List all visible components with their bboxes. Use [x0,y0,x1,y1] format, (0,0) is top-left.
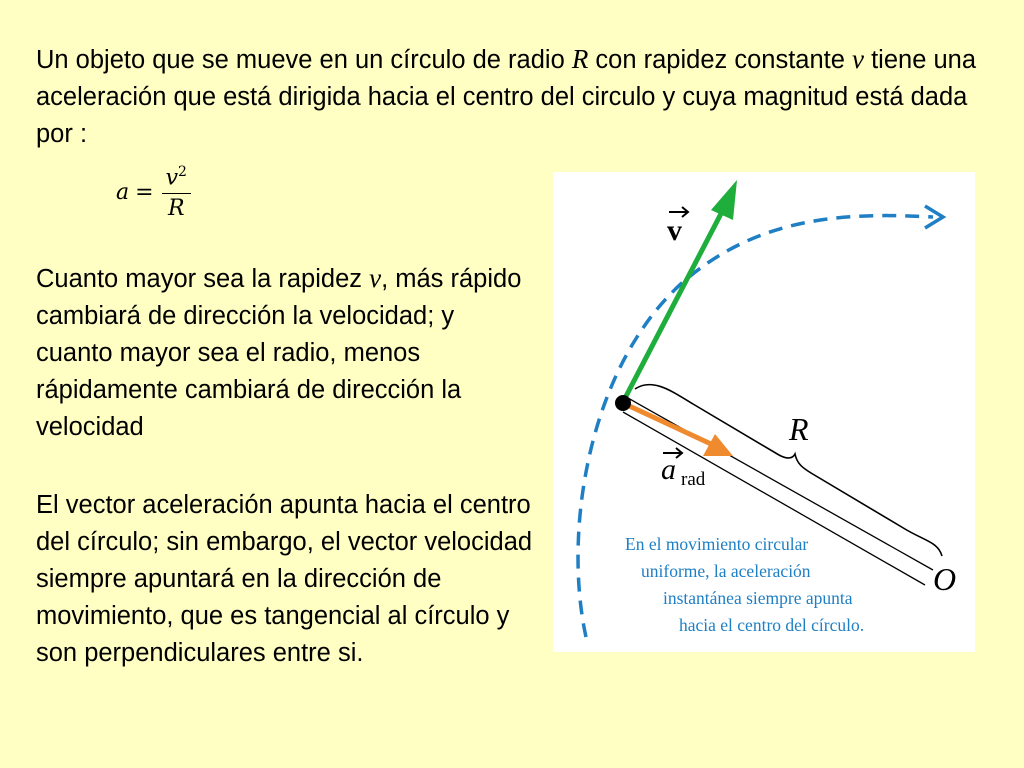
intro-paragraph [36,41,996,153]
formula-lhs: a [116,180,130,206]
formula-fraction [162,164,191,221]
intro-symbol-v: v [852,44,864,74]
formula-denominator: R [167,196,185,222]
velocity-arrowhead-icon [711,180,737,220]
caption-line-4: hacia el centro del círculo. [679,615,865,635]
path-arrowhead-icon [925,206,943,228]
speed-symbol-v: v [369,263,382,293]
speed-paragraph [36,260,536,446]
formula-exponent: 2 [178,164,187,180]
intro-text-3: tiene una aceleración que está dirigida hacia el centro del circulo y cuya magnitud está dada por : [36,46,977,148]
caption-line-1: En el movimiento circular [625,534,809,554]
particle-dot [615,395,631,411]
acceleration-subscript: rad [681,469,706,490]
radius-label: R [789,411,809,447]
formula-num-v: v [165,165,178,191]
center-label: O [933,561,957,597]
formula-numerator [162,164,191,194]
caption-line-2: uniforme, la aceleración [641,561,811,581]
acceleration-label: a [661,453,676,486]
circular-motion-figure [553,172,975,652]
vector-paragraph: El vector aceleración apunta hacia el centro del círculo; sin embargo, el vector velocidad siempre apuntará en la dirección de movimiento, que es tangencial al círculo y son perpendiculares entre si. [36,491,533,667]
formula-equals: = [135,180,154,206]
intro-text-1: Un objeto que se mueve en un círculo de radio [36,46,572,74]
velocity-label: v [667,214,682,247]
circular-motion-diagram [553,172,975,652]
caption-line-3: instantánea siempre apunta [663,588,853,608]
speed-text-2: , más rápido cambiará de dirección la velocidad; y cuanto mayor sea el radio, menos rápidamente cambiará de dirección la velocidad [36,265,522,441]
speed-text-1: Cuanto mayor sea la rapidez [36,265,370,293]
intro-symbol-r: R [571,44,589,74]
acceleration-formula [116,164,191,221]
intro-text-2: con rapidez constante [588,46,853,74]
